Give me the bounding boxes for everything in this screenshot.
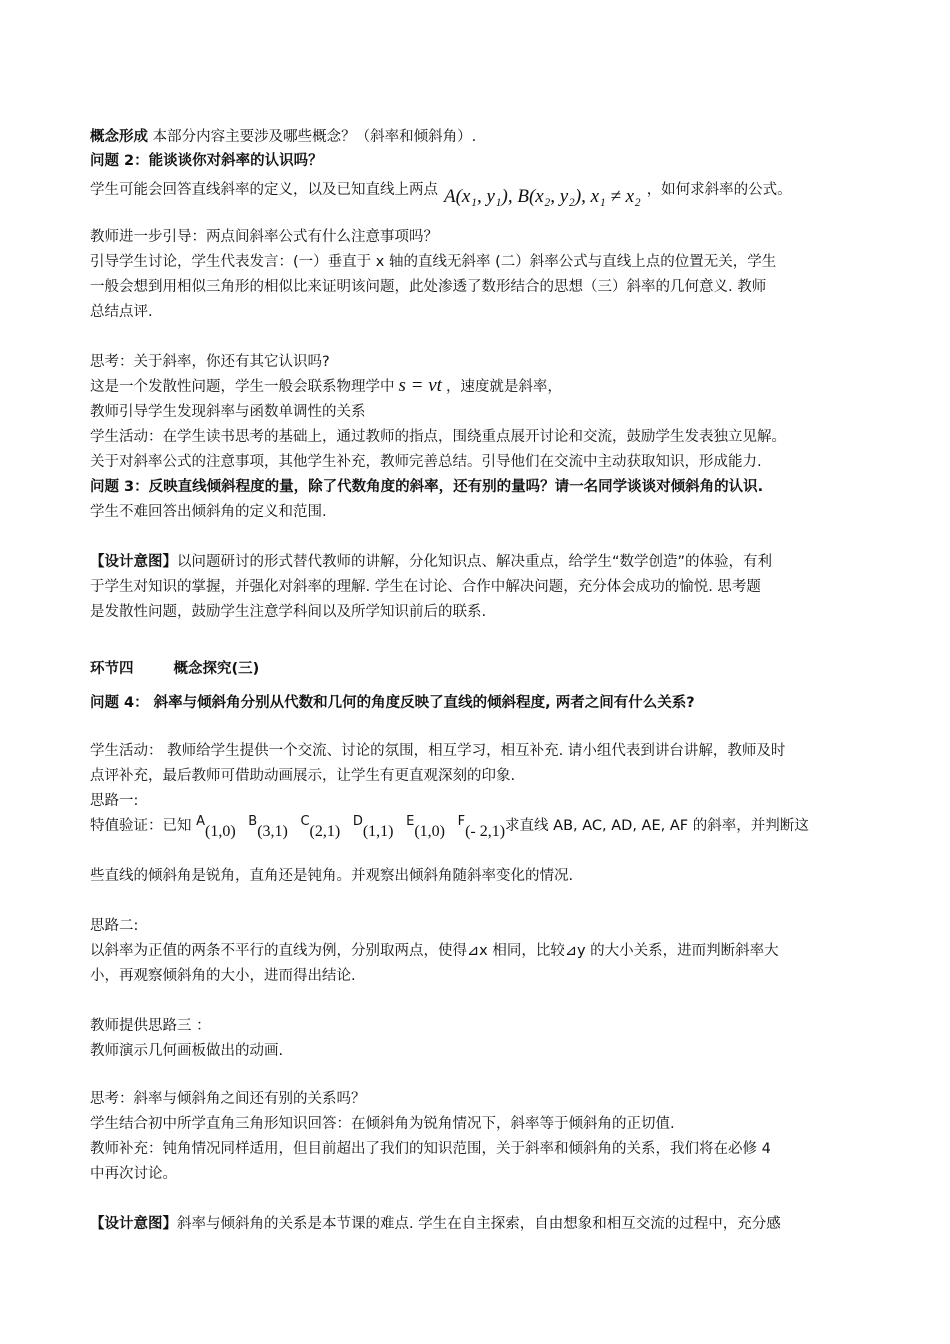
point-f-coord: (- 2,1) <box>465 823 506 840</box>
concept-formation-label: 概念形成 <box>90 129 148 145</box>
point-b-name: B <box>248 814 258 829</box>
slope-formula-pre: 学生可能会回答直线斜率的定义，以及已知直线上两点 <box>90 182 438 198</box>
design-intent-1-line-1 <box>90 551 772 573</box>
point-b-coord: (3,1) <box>257 823 288 840</box>
activity-line-1: 学生活动： 教师给学生提供一个交流、讨论的氛围，相互学习，相互补充. 请小组代表到讲台讲解，教师及时 <box>90 743 786 759</box>
idea-2-line-1: 以斜率为正值的两条不平行的直线为例，分别取两点，使得⊿x 相同，比较⊿y 的大小关系，进而判断斜率大 <box>90 943 779 959</box>
idea-3-line-1: 教师演示几何画板做出的动画. <box>90 1043 284 1059</box>
design-intent-1-text-1: 以问题研讨的形式替代教师的讲解，分化知识点、解决重点，给学生“数学创造”的体验，有利 <box>177 554 773 570</box>
physics-line <box>90 375 562 398</box>
teacher-guide-line: 教师进一步引导：两点间斜率公式有什么注意事项吗？ <box>90 229 438 245</box>
example-pre: 特值验证：已知 <box>90 818 192 834</box>
answer-line: 学生不难回答出倾斜角的定义和范围. <box>90 504 327 520</box>
point-e-coord: (1,0) <box>414 823 445 840</box>
teacher-supplement-line-2: 中再次讨论。 <box>90 1166 177 1182</box>
think-slope-line: 思考：关于斜率，你还有其它认识吗? <box>90 354 330 370</box>
question-3: 问题 3：反映直线倾斜程度的量，除了代数角度的斜率，还有别的量吗？请一名同学谈谈对倾斜角的认识. <box>90 479 764 495</box>
example-post: 求直线 AB, AC, AD, AE, AF 的斜率，并判断这 <box>505 818 809 834</box>
section-4-heading <box>90 658 259 680</box>
idea-2-line-2: 小，再观察倾斜角的大小，进而得出结论. <box>90 968 356 984</box>
two-points-formula: A(x₁, y₁), B(x₂, y₂), x₁ ≠ x₂ <box>444 186 641 207</box>
physics-pre: 这是一个发散性问题，学生一般会联系物理学中 <box>90 379 395 395</box>
point-f-name: F <box>457 814 466 829</box>
student-activity-line-2: 关于对斜率公式的注意事项，其他学生补充，教师完善总结。引导他们在交流中主动获取知识，形成能力. <box>90 454 762 470</box>
example-line <box>90 815 809 838</box>
design-intent-2-line-1 <box>90 1213 781 1235</box>
section-4-title: 概念探究(三) <box>173 661 260 677</box>
design-intent-1-line-2: 于学生对知识的掌握，并强化对斜率的理解. 学生在讨论、合作中解决问题，充分体会成功的愉悦. 思考题 <box>90 579 761 595</box>
concept-formation-text: 本部分内容主要涉及哪些概念？（斜率和倾斜角）. <box>148 129 477 145</box>
slope-formula-line <box>90 178 792 207</box>
design-intent-2-text: 斜率与倾斜角的关系是本节课的难点. 学生在自主探索，自由想象和相互交流的过程中，充分感 <box>177 1216 781 1232</box>
monotonic-line: 教师引导学生发现斜率与函数单调性的关系 <box>90 404 366 420</box>
idea-2-label: 思路二: <box>90 918 139 934</box>
design-intent-2-tag: 【设计意图】 <box>90 1216 177 1232</box>
think-answer-line: 学生结合初中所学直角三角形知识回答：在倾斜角为锐角情况下，斜率等于倾斜角的正切值. <box>90 1116 675 1132</box>
point-c-coord: (2,1) <box>309 823 341 840</box>
section-4-number: 环节四 <box>90 661 134 677</box>
design-intent-tag: 【设计意图】 <box>90 554 177 570</box>
discussion-line-2: 一般会想到用相似三角形的相似比来证明该问题，此处渗透了数形结合的思想（三）斜率的几何意义. 教师 <box>90 279 767 295</box>
point-d-coord: (1,1) <box>362 823 394 840</box>
physics-post: ，速度就是斜率， <box>445 379 562 395</box>
point-e-name: E <box>406 814 415 829</box>
point-a-name: A <box>196 814 206 829</box>
slope-formula-post: ，如何求斜率的公式。 <box>646 182 792 198</box>
think-relation-line: 思考：斜率与倾斜角之间还有别的关系吗？ <box>90 1091 366 1107</box>
example-line-2: 些直线的倾斜角是锐角，直角还是钝角。并观察出倾斜角随斜率变化的情况. <box>90 868 574 884</box>
idea-1-label: 思路一: <box>90 793 139 809</box>
teacher-supplement-line-1: 教师补充：钝角情况同样适用，但目前超出了我们的知识范围，关于斜率和倾斜角的关系，我们将在必修 4 <box>90 1141 771 1157</box>
point-a-coord: (1,0) <box>205 823 236 840</box>
design-intent-1-line-3: 是发散性问题，鼓励学生注意学科间以及所学知识前后的联系. <box>90 604 487 620</box>
question-4: 问题 4： 斜率与倾斜角分别从代数和几何的角度反映了直线的倾斜程度, 两者之间有什么关系? <box>90 695 695 711</box>
concept-formation-line <box>90 126 476 148</box>
velocity-formula: s = vt <box>398 375 442 396</box>
student-activity-line-1: 学生活动：在学生读书思考的基础上，通过教师的指点，围绕重点展开讨论和交流，鼓励学生发表独立见解。 <box>90 429 786 445</box>
point-c-name: C <box>300 814 310 829</box>
activity-line-2: 点评补充，最后教师可借助动画展示，让学生有更直观深刻的印象. <box>90 768 516 784</box>
discussion-line-3: 总结点评. <box>90 304 153 320</box>
point-d-name: D <box>352 814 363 829</box>
discussion-line-1: 引导学生讨论，学生代表发言：(一）垂直于 x 轴的直线无斜率 (二）斜率公式与直线上点的位置无关，学生 <box>90 254 777 270</box>
question-2: 问题 2：能谈谈你对斜率的认识吗？ <box>90 153 323 169</box>
idea-3-label: 教师提供思路三 ： <box>90 1018 211 1034</box>
